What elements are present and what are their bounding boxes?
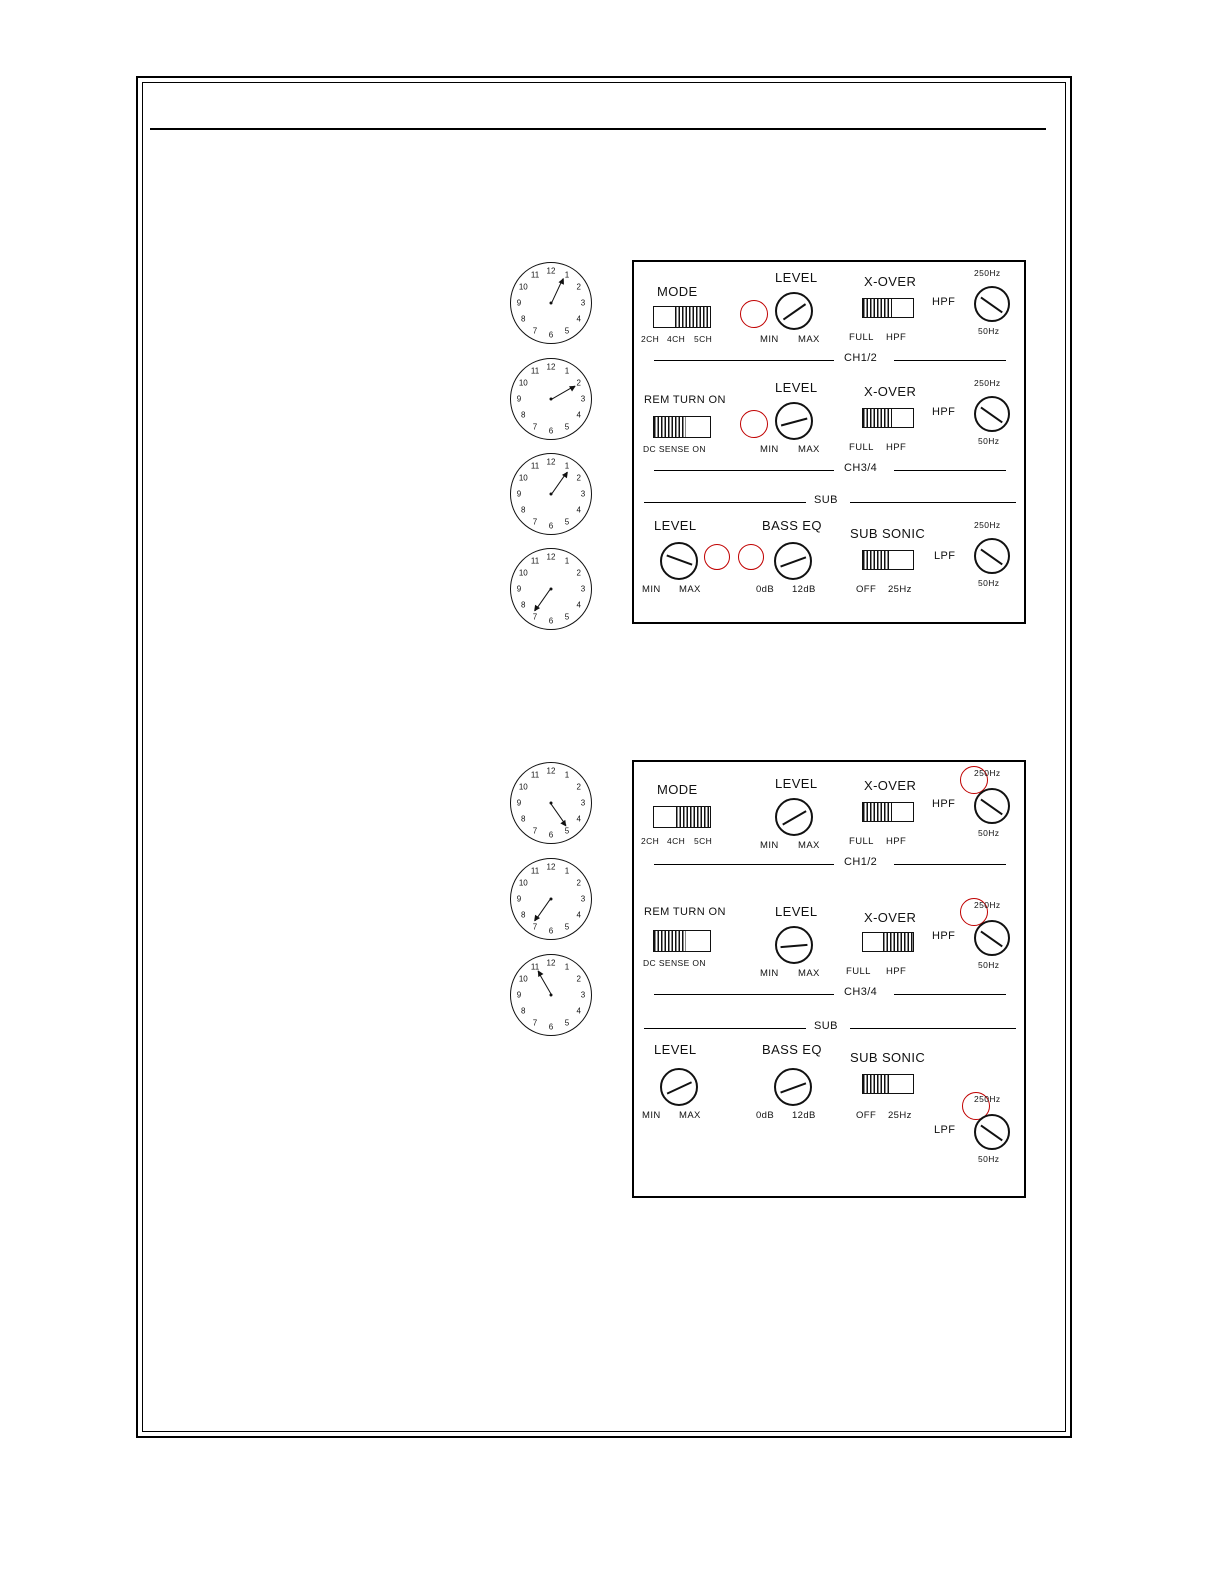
clock-numeral: 1 — [564, 556, 570, 566]
mode-scale-2ch: 2CH — [641, 836, 660, 846]
clock-numeral: 8 — [521, 505, 526, 515]
mode-label: MODE — [657, 284, 698, 299]
sub-sonic-label: SUB SONIC — [850, 526, 926, 541]
bass-eq-label: BASS EQ — [762, 1042, 822, 1057]
xover-label: X-OVER — [864, 910, 917, 925]
level-max-label: MAX — [798, 840, 820, 851]
clock-hub — [550, 898, 553, 901]
clock-numeral: 9 — [516, 798, 522, 808]
clock-numeral: 3 — [580, 489, 586, 499]
clock-numeral: 11 — [530, 270, 540, 280]
clock-numeral: 2 — [576, 473, 581, 483]
sub-divider-right — [850, 1028, 1016, 1029]
clock-numeral: 3 — [580, 990, 586, 1000]
hpf-50hz-label: 50Hz — [978, 436, 1000, 446]
clock-numeral: 4 — [576, 410, 581, 420]
mode-scale-5ch: 5CH — [694, 334, 713, 344]
xover-label: X-OVER — [864, 778, 917, 793]
clock-numeral: 8 — [521, 314, 526, 324]
clock-numeral: 10 — [518, 378, 528, 388]
mode-scale-4ch: 4CH — [667, 836, 686, 846]
clock-numeral: 8 — [521, 600, 526, 610]
sub-sonic-switch[interactable] — [862, 1074, 914, 1094]
sub-level-annotation-circle — [704, 544, 730, 570]
clock-numeral: 9 — [516, 894, 522, 904]
clock-numeral: 1 — [564, 866, 570, 876]
clock-numeral: 10 — [518, 473, 528, 483]
xover-ch12-switch[interactable] — [862, 802, 914, 822]
xover-full-label: FULL — [849, 442, 874, 453]
ch34-section-label: CH3/4 — [844, 462, 878, 474]
clock-numeral: 11 — [530, 866, 540, 876]
sub-section-label: SUB — [814, 494, 838, 506]
xover-full-label: FULL — [849, 836, 874, 847]
clock-numeral: 1 — [564, 962, 570, 972]
hpf-label: HPF — [932, 406, 956, 418]
lpf-label: LPF — [934, 550, 956, 562]
sub-level-knob[interactable] — [660, 1068, 698, 1106]
sub-level-min-label: MIN — [642, 1110, 661, 1121]
clock-dial — [510, 954, 592, 1036]
clock-numeral: 3 — [580, 394, 586, 404]
mode-switch[interactable] — [653, 806, 711, 828]
clock-numeral: 11 — [530, 770, 540, 780]
clock-numeral: 7 — [532, 612, 538, 622]
sub-divider-left — [644, 1028, 806, 1029]
clock-numeral: 10 — [518, 568, 528, 578]
sub-level-label: LEVEL — [654, 518, 697, 533]
clock-hub — [550, 398, 553, 401]
rem-turn-on-switch[interactable] — [653, 930, 711, 952]
xover-ch34-switch[interactable] — [862, 932, 914, 952]
clock-numeral: 12 — [546, 766, 556, 776]
level-ch12-knob[interactable] — [775, 798, 813, 836]
clock-numeral: 11 — [530, 962, 540, 972]
mode-switch[interactable] — [653, 306, 711, 328]
clock-numeral: 4 — [576, 314, 581, 324]
clock-numeral: 7 — [532, 517, 538, 527]
sub-level-knob[interactable] — [660, 542, 698, 580]
clock-numeral: 7 — [532, 922, 538, 932]
lpf-50hz-label: 50Hz — [978, 578, 1000, 588]
clock-numeral: 9 — [516, 298, 522, 308]
clock-numeral: 8 — [521, 410, 526, 420]
hpf-label: HPF — [932, 798, 956, 810]
clock-numeral: 6 — [548, 521, 554, 531]
xover-hpf-label: HPF — [886, 836, 907, 847]
bass-eq-label: BASS EQ — [762, 518, 822, 533]
clock-numeral: 10 — [518, 878, 528, 888]
level-ch34-knob[interactable] — [775, 926, 813, 964]
clock-numeral: 4 — [576, 505, 581, 515]
sub-level-max-label: MAX — [679, 584, 701, 595]
hpf-250hz-label: 250Hz — [974, 268, 1001, 278]
clock-numeral: 12 — [546, 362, 556, 372]
clock-numeral: 5 — [564, 826, 570, 836]
lpf-250hz-label: 250Hz — [974, 1094, 1001, 1104]
lpf-label: LPF — [934, 1124, 956, 1136]
sub-sonic-label: SUB SONIC — [850, 1050, 926, 1065]
clock-numeral: 5 — [564, 326, 570, 336]
clock-dial — [510, 762, 592, 844]
lpf-sub-knob[interactable] — [974, 1114, 1010, 1150]
level-max-label: MAX — [798, 968, 820, 979]
bass-eq-annotation-circle — [738, 544, 764, 570]
clock-numeral: 7 — [532, 1018, 538, 1028]
clock-dial — [510, 453, 592, 535]
mode-scale-2ch: 2CH — [641, 334, 660, 344]
xover-hpf-label: HPF — [886, 966, 907, 977]
xover-hpf-label: HPF — [886, 442, 907, 453]
lpf-250hz-label: 250Hz — [974, 520, 1001, 530]
sub-sonic-off-label: OFF — [856, 584, 877, 595]
clock-numeral: 9 — [516, 394, 522, 404]
clock-numeral: 11 — [530, 556, 540, 566]
amp-panel-top — [632, 260, 1026, 624]
level-min-label: MIN — [760, 334, 779, 345]
clock-numeral: 4 — [576, 910, 581, 920]
xover-full-label: FULL — [846, 966, 871, 977]
level-label: LEVEL — [775, 904, 818, 919]
bass-eq-12db-label: 12dB — [792, 584, 816, 595]
xover-ch12-switch[interactable] — [862, 298, 914, 318]
level-max-label: MAX — [798, 334, 820, 345]
sub-divider-right — [850, 502, 1016, 503]
hpf-ch12-knob[interactable] — [974, 286, 1010, 322]
clock-numeral: 8 — [521, 814, 526, 824]
clock-hub — [550, 994, 553, 997]
lpf-sub-knob[interactable] — [974, 538, 1010, 574]
clock-hub — [550, 802, 553, 805]
clock-numeral: 9 — [516, 990, 522, 1000]
clock-numeral: 6 — [548, 926, 554, 936]
section-divider-right — [894, 994, 1006, 995]
rem-turn-on-label: REM TURN ON — [644, 394, 726, 406]
level-label: LEVEL — [775, 380, 818, 395]
clock-numeral: 10 — [518, 282, 528, 292]
level-label: LEVEL — [775, 776, 818, 791]
clock-numeral: 12 — [546, 958, 556, 968]
sub-section-label: SUB — [814, 1020, 838, 1032]
clock-numeral: 8 — [521, 910, 526, 920]
clock-numeral: 1 — [564, 461, 570, 471]
section-divider-left — [654, 994, 834, 995]
hpf-label: HPF — [932, 930, 956, 942]
hpf-ch12-knob[interactable] — [974, 788, 1010, 824]
bass-eq-knob[interactable] — [774, 542, 812, 580]
sub-sonic-25hz-label: 25Hz — [888, 1110, 912, 1121]
section-divider-left — [654, 360, 834, 361]
clock-numeral: 5 — [564, 517, 570, 527]
level-min-label: MIN — [760, 968, 779, 979]
section-divider-left — [654, 864, 834, 865]
section-divider-right — [894, 360, 1006, 361]
clock-numeral: 6 — [548, 1022, 554, 1032]
hpf-50hz-label: 50Hz — [978, 326, 1000, 336]
clock-numeral: 5 — [564, 922, 570, 932]
mode-scale-5ch: 5CH — [694, 836, 713, 846]
clock-hub — [550, 588, 553, 591]
rem-turn-on-label: REM TURN ON — [644, 906, 726, 918]
ch12-section-label: CH1/2 — [844, 856, 878, 868]
clock-numeral: 12 — [546, 552, 556, 562]
level-ch34-knob[interactable] — [775, 402, 813, 440]
sub-sonic-switch[interactable] — [862, 550, 914, 570]
clock-numeral: 8 — [521, 1006, 526, 1016]
clock-numeral: 5 — [564, 422, 570, 432]
xover-hpf-label: HPF — [886, 332, 907, 343]
section-divider-right — [894, 864, 1006, 865]
clock-numeral: 9 — [516, 489, 522, 499]
lpf-50hz-label: 50Hz — [978, 1154, 1000, 1164]
clock-numeral: 3 — [580, 584, 586, 594]
clock-numeral: 5 — [564, 1018, 570, 1028]
clock-numeral: 3 — [580, 798, 586, 808]
clock-numeral: 11 — [530, 461, 540, 471]
bass-eq-0db-label: 0dB — [756, 1110, 775, 1121]
clock-numeral: 4 — [576, 814, 581, 824]
clock-numeral: 2 — [576, 878, 581, 888]
clock-numeral: 12 — [546, 457, 556, 467]
hpf-250hz-label: 250Hz — [974, 768, 1001, 778]
clock-dial — [510, 358, 592, 440]
dc-sense-on-label: DC SENSE ON — [643, 444, 706, 454]
clock-numeral: 2 — [576, 974, 581, 984]
sub-sonic-25hz-label: 25Hz — [888, 584, 912, 595]
clock-numeral: 10 — [518, 974, 528, 984]
header-rule — [150, 128, 1046, 130]
clock-numeral: 1 — [564, 270, 570, 280]
bass-eq-12db-label: 12dB — [792, 1110, 816, 1121]
sub-sonic-off-label: OFF — [856, 1110, 877, 1121]
clock-numeral: 1 — [564, 770, 570, 780]
clock-numeral: 6 — [548, 616, 554, 626]
clock-dial — [510, 858, 592, 940]
clock-numeral: 6 — [548, 330, 554, 340]
xover-full-label: FULL — [849, 332, 874, 343]
hpf-50hz-label: 50Hz — [978, 828, 1000, 838]
xover-ch34-switch[interactable] — [862, 408, 914, 428]
clock-dial — [510, 548, 592, 630]
dc-sense-on-label: DC SENSE ON — [643, 958, 706, 968]
level-ch34-annotation-circle — [740, 410, 768, 438]
clock-numeral: 12 — [546, 862, 556, 872]
clock-numeral: 3 — [580, 894, 586, 904]
clock-numeral: 11 — [530, 366, 540, 376]
clock-hub — [550, 493, 553, 496]
clock-numeral: 6 — [548, 426, 554, 436]
clock-numeral: 12 — [546, 266, 556, 276]
clock-numeral: 7 — [532, 326, 538, 336]
clock-numeral: 5 — [564, 612, 570, 622]
hpf-250hz-label: 250Hz — [974, 378, 1001, 388]
clock-numeral: 2 — [576, 378, 581, 388]
page-frame — [136, 76, 1072, 1438]
clock-numeral: 7 — [532, 422, 538, 432]
bass-eq-knob[interactable] — [774, 1068, 812, 1106]
level-min-label: MIN — [760, 840, 779, 851]
hpf-label: HPF — [932, 296, 956, 308]
level-max-label: MAX — [798, 444, 820, 455]
clock-numeral: 2 — [576, 282, 581, 292]
sub-level-max-label: MAX — [679, 1110, 701, 1121]
clock-dial — [510, 262, 592, 344]
clock-numeral: 9 — [516, 584, 522, 594]
level-min-label: MIN — [760, 444, 779, 455]
hpf-250hz-label: 250Hz — [974, 900, 1001, 910]
level-ch12-annotation-circle — [740, 300, 768, 328]
ch34-section-label: CH3/4 — [844, 986, 878, 998]
clock-numeral: 10 — [518, 782, 528, 792]
xover-label: X-OVER — [864, 384, 917, 399]
clock-numeral: 2 — [576, 568, 581, 578]
sub-level-min-label: MIN — [642, 584, 661, 595]
amp-panel-bottom — [632, 760, 1026, 1198]
mode-scale-4ch: 4CH — [667, 334, 686, 344]
section-divider-right — [894, 470, 1006, 471]
clock-numeral: 1 — [564, 366, 570, 376]
bass-eq-0db-label: 0dB — [756, 584, 775, 595]
level-ch12-knob[interactable] — [775, 292, 813, 330]
hpf-ch34-knob[interactable] — [974, 920, 1010, 956]
clock-numeral: 7 — [532, 826, 538, 836]
rem-turn-on-switch[interactable] — [653, 416, 711, 438]
clock-numeral: 2 — [576, 782, 581, 792]
sub-level-label: LEVEL — [654, 1042, 697, 1057]
mode-label: MODE — [657, 782, 698, 797]
clock-numeral: 6 — [548, 830, 554, 840]
hpf-ch34-knob[interactable] — [974, 396, 1010, 432]
section-divider-left — [654, 470, 834, 471]
hpf-50hz-label: 50Hz — [978, 960, 1000, 970]
sub-divider-left — [644, 502, 806, 503]
clock-numeral: 4 — [576, 600, 581, 610]
clock-hub — [550, 302, 553, 305]
level-label: LEVEL — [775, 270, 818, 285]
clock-numeral: 4 — [576, 1006, 581, 1016]
xover-label: X-OVER — [864, 274, 917, 289]
clock-numeral: 3 — [580, 298, 586, 308]
ch12-section-label: CH1/2 — [844, 352, 878, 364]
